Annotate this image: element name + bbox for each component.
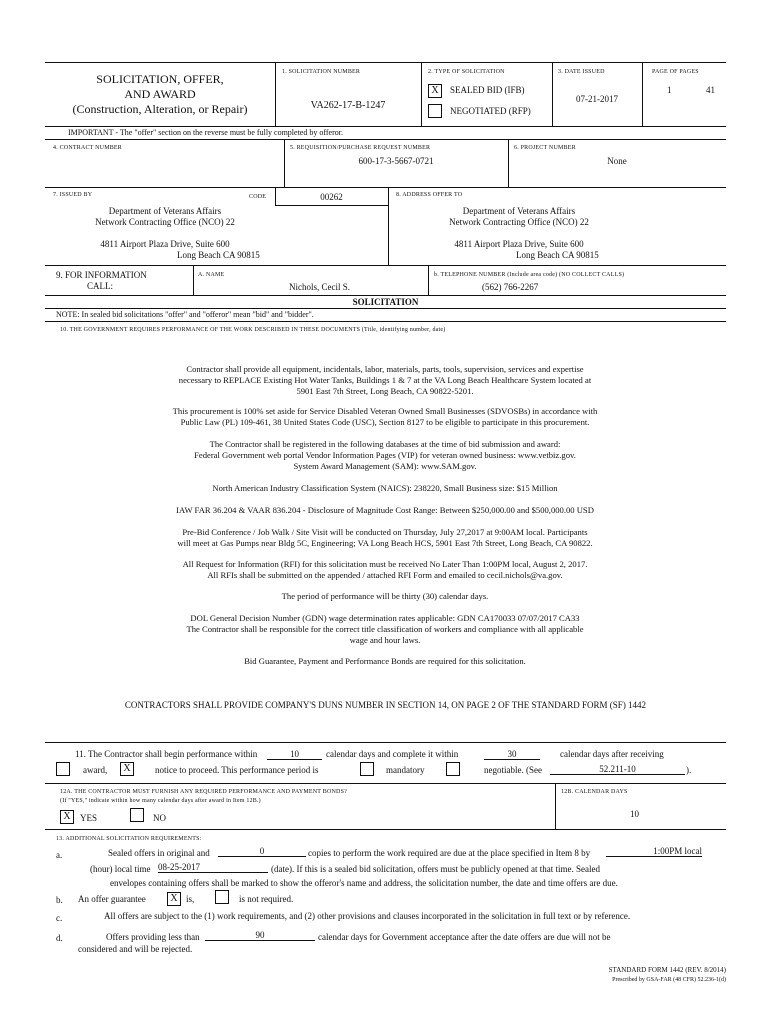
form-number: STANDARD FORM 1442 (REV. 8/2014) (608, 966, 726, 974)
wage-determination-paragraph (110, 613, 660, 646)
offer-guarantee-text: An offer guarantee (78, 894, 146, 904)
divider (275, 62, 276, 126)
address-line: Network Contracting Office (NCO) 22 (449, 217, 589, 227)
award-label: award, (83, 765, 108, 775)
divider (45, 742, 726, 743)
performance-complete-text: calendar days and complete it within (326, 749, 459, 759)
sealed-bid-checkbox[interactable]: X (428, 84, 442, 98)
envelope-marking-text: envelopes containing offers shall be marked to show the offeror's name and address, the solicitation number, the date and time offers are due. (110, 878, 618, 888)
performance-complete-days[interactable]: 30 (484, 749, 540, 760)
performance-start-days[interactable]: 10 (267, 749, 322, 760)
call-label: CALL: (87, 281, 113, 291)
item-letter: a. (56, 850, 63, 860)
mandatory-checkbox[interactable] (360, 762, 374, 776)
divider (45, 783, 726, 784)
item-letter: d. (56, 933, 63, 943)
sealed-bid-note: NOTE: In sealed bid solicitations "offer" and "offeror" mean "bid" and "bidder". (56, 310, 314, 319)
project-number-label: 6. PROJECT NUMBER (514, 145, 576, 151)
paragraph-line: will meet at Gas Pumps near Bldg 5C, Engineering; VA Long Beach HCS, 5901 East 7th Street, Long Beach, CA 90822. (177, 538, 593, 548)
clause-reference[interactable]: 52.211-10 (550, 764, 685, 775)
address-offer-to-label: 8. ADDRESS OFFER TO (396, 192, 463, 198)
divider (45, 829, 726, 830)
rejection-text: considered and will be rejected. (78, 944, 193, 954)
mandatory-label: mandatory (386, 765, 425, 775)
guarantee-not-label: is not required. (239, 894, 294, 904)
calendar-days-value: 10 (630, 809, 639, 819)
award-checkbox[interactable] (56, 762, 70, 776)
divider (275, 205, 388, 206)
bonds-yes-label: YES (80, 813, 98, 823)
item-letter: b. (56, 895, 63, 905)
paragraph-line: Federal Government web portal Vendor Information Pages (VIP) for veteran owned business: www.vetbiz.gov. (194, 450, 576, 460)
bonds-yes-checkbox[interactable]: X (60, 810, 74, 824)
address-offer-to (400, 206, 638, 228)
acceptance-period-text: calendar days for Government acceptance after the date offers are due will not be (318, 932, 611, 942)
address-line: Network Contracting Office (NCO) 22 (95, 217, 235, 227)
contact-name-value: Nichols, Cecil S. (289, 282, 350, 292)
due-date-value[interactable]: 08-25-2017 (158, 862, 268, 873)
solicitation-heading: SOLICITATION (352, 297, 419, 307)
paragraph-line: All RFIs shall be submitted on the appended / attached RFI Form and emailed to cecil.nichols@va.gov. (207, 570, 563, 580)
copies-text: copies to perform the work required are due at the place specified in Item 8 by (308, 848, 591, 858)
due-time-value[interactable]: 1:00PM local (606, 846, 702, 857)
date-issued-label: 3. DATE ISSUED (558, 69, 605, 75)
telephone-label: b. TELEPHONE NUMBER (Include area code) (NO COLLECT CALLS) (434, 272, 625, 278)
form-title-line: (Construction, Alteration, or Repair) (72, 102, 248, 116)
local-time-label: (hour) local time (90, 864, 151, 874)
paragraph-line: The Contractor shall be registered in the following databases at the time of bid submission and award: (209, 439, 561, 449)
solicitation-type-label: 2. TYPE OF SOLICITATION (428, 69, 505, 75)
paragraph-line: Bid Guarantee, Payment and Performance Bonds are required for this solicitation. (244, 656, 526, 666)
sealed-offers-text: Sealed offers in original and (108, 848, 210, 858)
paragraph-line: North American Industry Classification System (NAICS): 238220, Small Business size: $15 Million (212, 483, 558, 493)
divider (45, 187, 726, 188)
form-title-line: SOLICITATION, OFFER, (96, 72, 224, 86)
guarantee-is-checkbox[interactable]: X (167, 892, 181, 906)
prescribed-by: Prescribed by GSA-FAR (48 CFR) 52.236-1(d) (612, 977, 726, 983)
issuer-code-value: 00262 (320, 192, 343, 202)
address-line: 4811 Airport Plaza Drive, Suite 600 (100, 239, 230, 249)
copies-value[interactable]: 0 (218, 846, 306, 857)
bonds-no-checkbox[interactable] (130, 808, 144, 822)
bonds-question-label: 12A. THE CONTRACTOR MUST FURNISH ANY REQUIRED PERFORMANCE AND PAYMENT BONDS? (60, 789, 347, 795)
divider (388, 187, 389, 265)
cost-range-paragraph (110, 505, 660, 516)
divider (555, 783, 556, 829)
scope-paragraph (110, 364, 660, 397)
bonds-paragraph (110, 656, 660, 667)
paragraph-line: The Contractor shall be responsible for the correct title classification of workers and compliance with all applicable (186, 624, 584, 634)
after-receiving-text: calendar days after receiving (560, 749, 664, 759)
solicitation-number-value: VA262-17-B-1247 (310, 100, 386, 111)
form-title (45, 72, 275, 117)
paragraph-line: DOL General Decision Number (GDN) wage determination rates applicable: GDN CA170033 07/07/2017 CA33 (190, 613, 580, 623)
duns-notice: CONTRACTORS SHALL PROVIDE COMPANY'S DUNS NUMBER IN SECTION 14, ON PAGE 2 OF THE STANDARD FORM (SF) 1442 (124, 700, 647, 710)
divider (45, 321, 726, 322)
address-line: Long Beach CA 90815 (177, 250, 260, 260)
telephone-value: (562) 766-2267 (482, 282, 539, 292)
important-notice: IMPORTANT - The "offer" section on the reverse must be fully completed by offeror. (68, 128, 343, 137)
divider (45, 126, 726, 127)
address-line: Department of Veterans Affairs (462, 206, 576, 216)
divider (428, 265, 429, 295)
paragraph-line: Contractor shall provide all equipment, incidentals, labor, materials, parts, tools, supervision, services and expertise (186, 364, 584, 374)
paragraph-line: The period of performance will be thirty (30) calendar days. (281, 591, 489, 601)
divider (45, 308, 726, 309)
divider (45, 265, 726, 266)
total-pages: 41 (706, 85, 715, 95)
date-issued-value: 07-21-2017 (576, 94, 618, 104)
issued-by-address (50, 206, 280, 228)
negotiable-label: negotiable. (See (484, 765, 542, 775)
divider (193, 265, 194, 295)
notice-to-proceed-label: notice to proceed. This performance period is (155, 765, 319, 775)
for-information-label: 9. FOR INFORMATION (56, 270, 147, 280)
rfi-paragraph (110, 559, 660, 581)
bonds-question-sublabel: (If "YES," indicate within how many calendar days after award in Item 12B.) (60, 798, 261, 804)
paragraph-line: System Award Management (SAM): www.SAM.gov. (293, 461, 477, 471)
registration-paragraph (110, 439, 660, 472)
requisition-number-label: 5. REQUISITION/PURCHASE REQUEST NUMBER (290, 145, 431, 151)
acceptance-days-value[interactable]: 90 (205, 930, 315, 941)
naics-paragraph (110, 483, 660, 494)
divider (45, 139, 726, 140)
form-title-line: AND AWARD (124, 87, 196, 101)
set-aside-paragraph (110, 406, 660, 428)
paragraph-line: 5901 East 7th Street, Long Beach, CA 90822-5201. (296, 386, 474, 396)
address-line: 4811 Airport Plaza Drive, Suite 600 (454, 239, 584, 249)
paragraph-line: IAW FAR 36.204 & VAAR 836.204 - Disclosure of Magnitude Cost Range: Between $250,000.00 and $500,000.00 USD (176, 505, 594, 515)
work-description-label: 10. THE GOVERNMENT REQUIRES PERFORMANCE OF THE WORK DESCRIBED IN THESE DOCUMENTS (Title, identifying number, date) (60, 327, 446, 333)
item-letter: c. (56, 913, 63, 923)
bonds-no-label: NO (153, 813, 166, 823)
sealed-bid-label: SEALED BID (IFB) (450, 85, 525, 95)
negotiable-checkbox[interactable] (446, 762, 460, 776)
requisition-number-value: 600-17-3-5667-0721 (358, 156, 434, 166)
contract-number-label: 4. CONTRACT NUMBER (53, 145, 122, 151)
guarantee-is-label: is, (186, 894, 195, 904)
paragraph-line: Pre-Bid Conference / Job Walk / Site Visit will be conducted on Thursday, July 27,2017 at 9:00AM local. Participants (182, 527, 588, 537)
paragraph-line: All Request for Information (RFI) for this solicitation must be received No Later Than 1:00PM local, August 2, 2017. (182, 559, 588, 569)
paragraph-line: This procurement is 100% set aside for Service Disabled Veteran Owned Small Businesses (SDVOSBs) in accordance with (172, 406, 598, 416)
negotiated-checkbox[interactable] (428, 104, 442, 118)
address-line: Long Beach CA 90815 (516, 250, 599, 260)
acceptance-period-text: Offers providing less than (106, 932, 200, 942)
offers-subject-text: All offers are subject to the (1) work requirements, and (2) other provisions and clauses incorporated in the solicitation in full text or by reference. (104, 911, 631, 921)
address-line: Department of Veterans Affairs (108, 206, 222, 216)
notice-to-proceed-checkbox[interactable]: X (120, 762, 134, 776)
performance-start-text: 11. The Contractor shall begin performance within (75, 749, 258, 759)
divider (642, 62, 643, 126)
form-top-border (45, 62, 726, 63)
project-number-value: None (607, 156, 627, 166)
solicitation-number-label: 1. SOLICITATION NUMBER (282, 69, 361, 75)
clause-close: ). (686, 765, 692, 775)
additional-requirements-label: 13. ADDITIONAL SOLICITATION REQUIREMENTS: (56, 836, 202, 842)
opening-text: (date). If this is a sealed bid solicitation, offers must be publicly opened at that time. Sealed (271, 864, 600, 874)
paragraph-line: wage and hour laws. (349, 635, 421, 645)
code-label: CODE (249, 194, 267, 200)
negotiated-label: NEGOTIATED (RFP) (450, 106, 531, 116)
divider (421, 62, 422, 126)
pages-label: PAGE OF PAGES (652, 69, 699, 75)
page-number: 1 (667, 85, 672, 95)
performance-period-paragraph (110, 591, 660, 602)
site-visit-paragraph (110, 527, 660, 549)
contact-name-label: A. NAME (198, 272, 225, 278)
divider (45, 295, 726, 296)
paragraph-line: necessary to REPLACE Existing Hot Water Tanks, Buildings 1 & 7 at the VA Long Beach Healthcare System located at (178, 375, 592, 385)
guarantee-not-checkbox[interactable] (215, 890, 229, 904)
calendar-days-label: 12B. CALENDAR DAYS (561, 789, 628, 795)
paragraph-line: Public Law (PL) 109-461, 38 United States Code (USC), Section 8127 to be eligible to participate in this procurement. (180, 417, 590, 427)
issued-by-label: 7. ISSUED BY (53, 192, 93, 198)
